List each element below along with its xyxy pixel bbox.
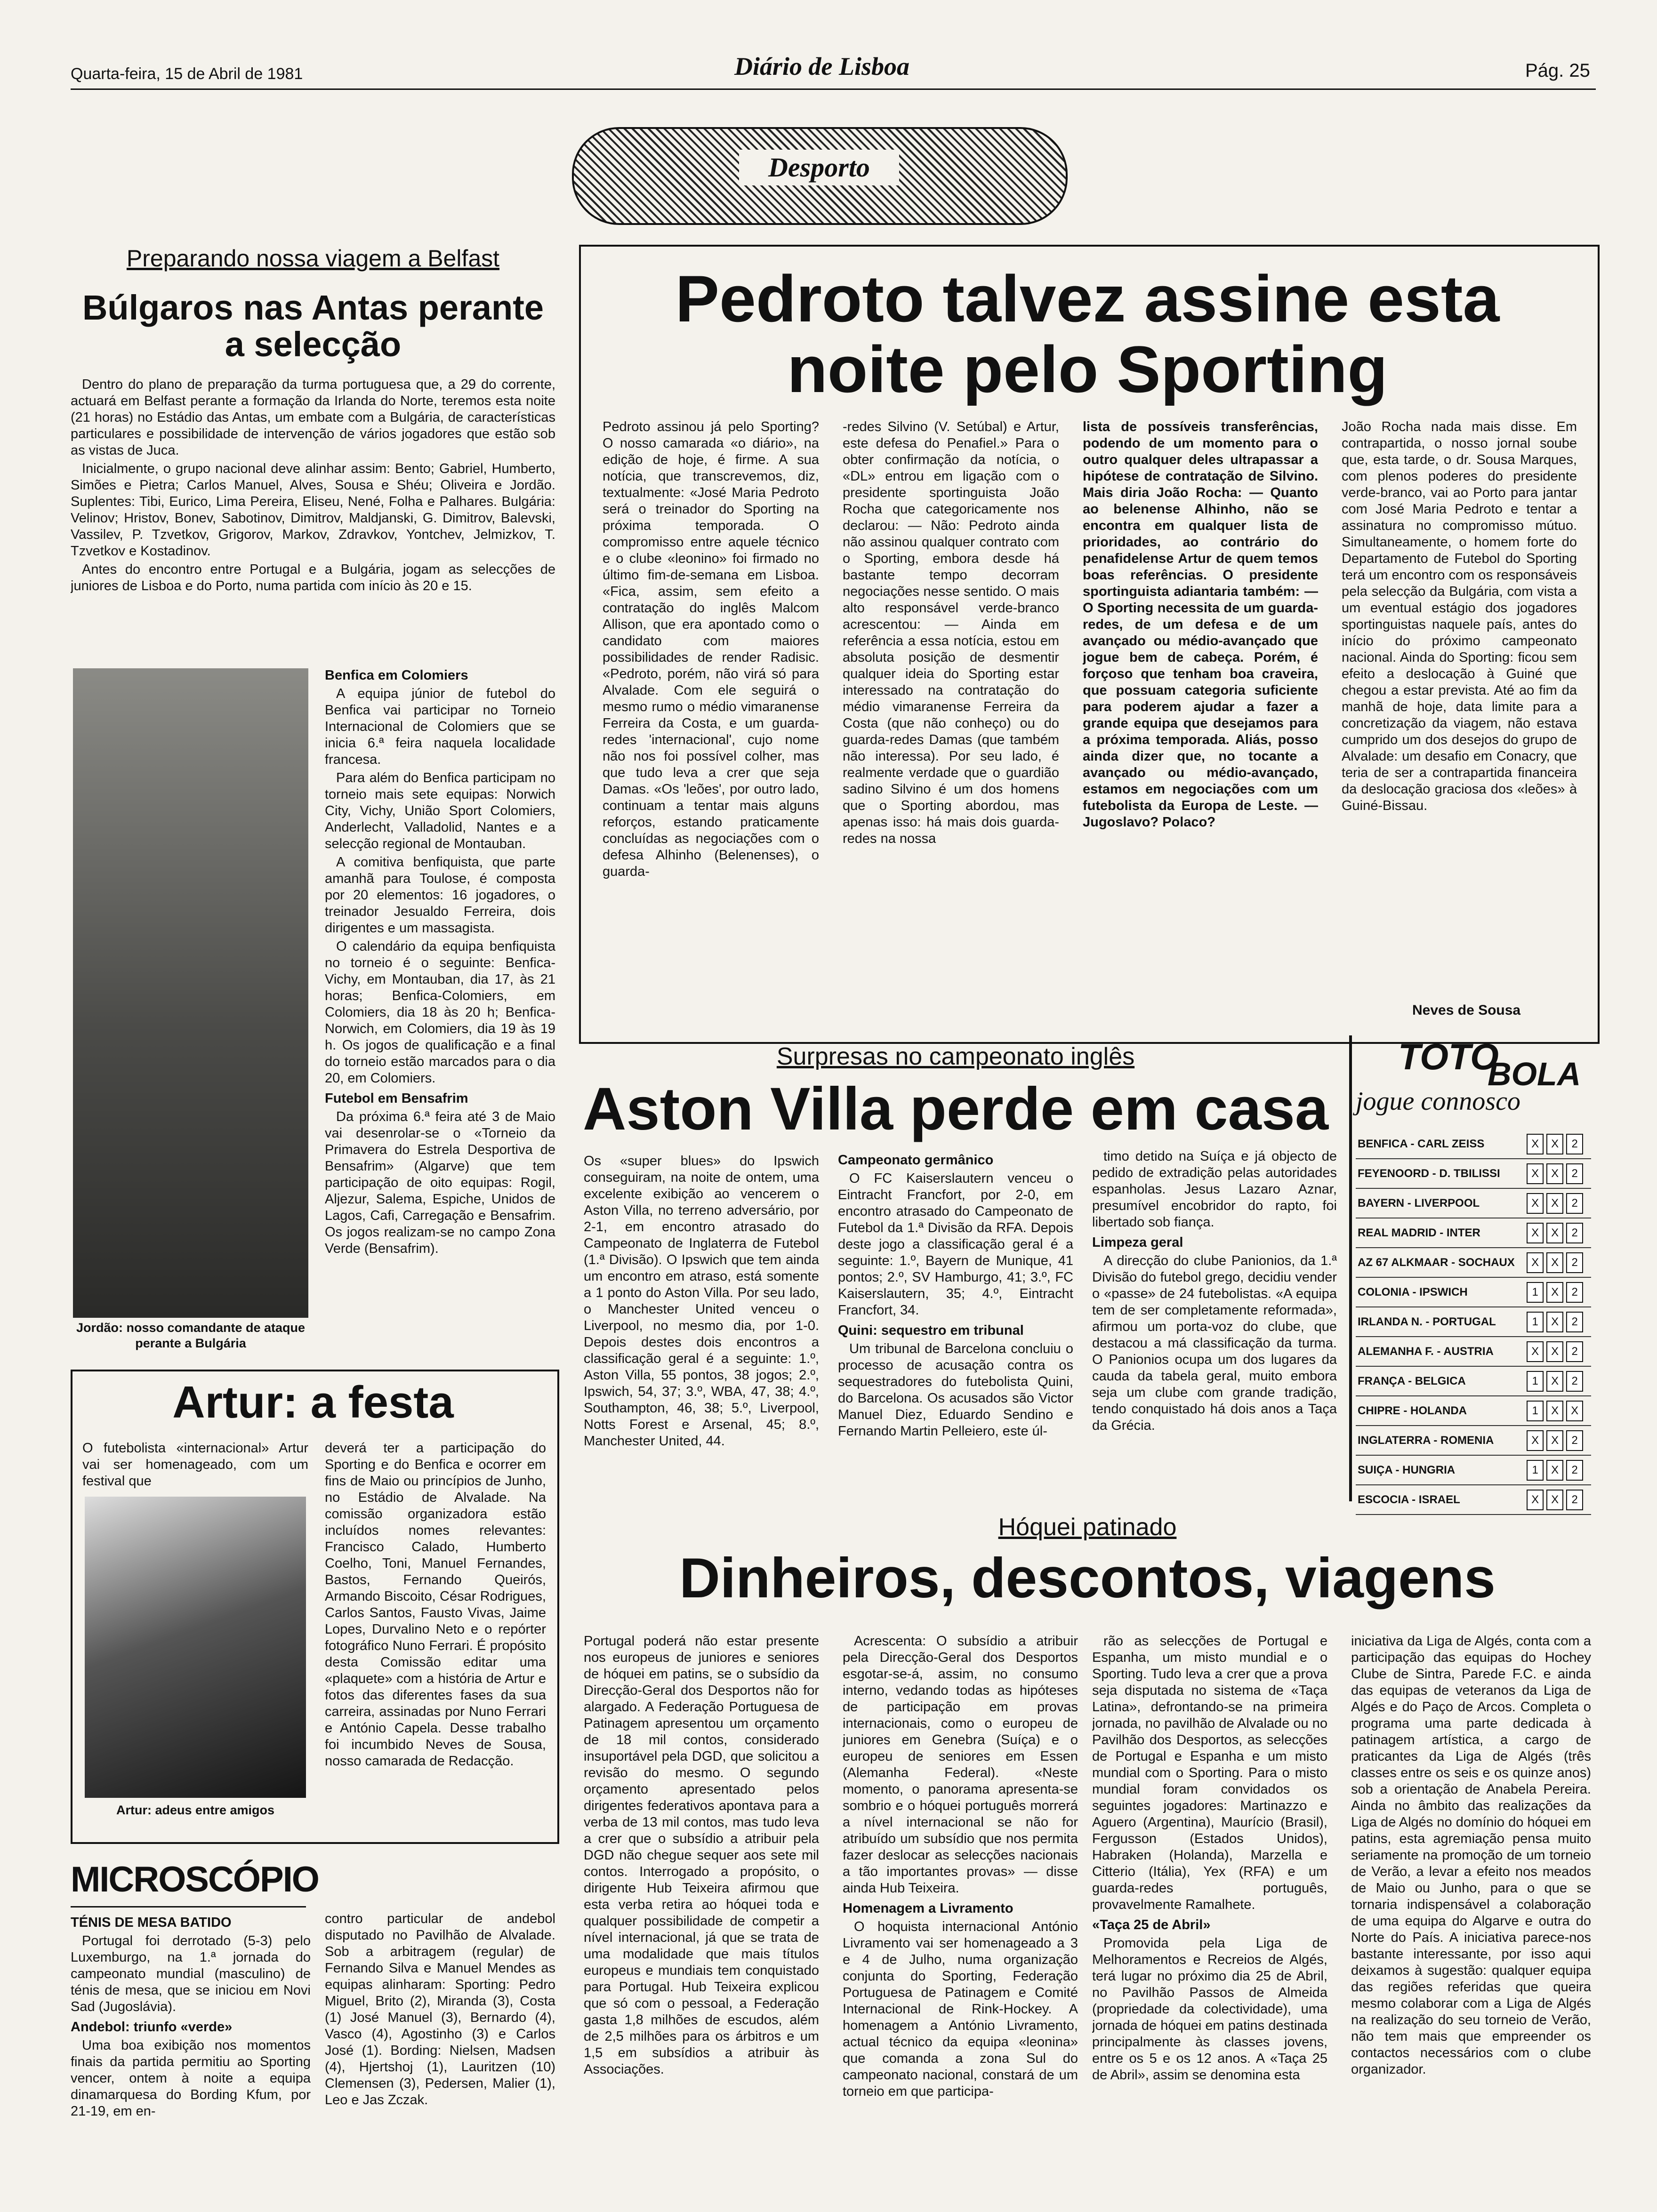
totobola-mark: 1 — [1527, 1371, 1544, 1392]
aston-headline: Aston Villa perde em casa — [582, 1075, 1329, 1143]
totobola-mark: X — [1527, 1193, 1544, 1214]
totobola-marks — [1525, 1455, 1591, 1485]
microscopio-rule — [71, 1906, 306, 1907]
hoquei-col3-text: rão as selecções de Portugal e Espanha, um misto mundial e o Sporting. Tudo leva a crer que a prova seja disputada no sistema de «Taça Latina», defrontando-se na primeira jornada, no pavilhão de Alvalade ou no Pavilhão dos Desportos, as selecções de Portugal e Espanha e um misto mundial com o Sporting. Para o misto mundial foram convidados os seguintes jogadores: Martinazzo e Aguero (Argentina), Maurício (Brasil), Fergusson (Estados Unidos), Habraken (Holanda), Marzella e Citterio (Itália), Yex (RFA) e um guarda-redes português, provavelmente Ramalhete. — [1092, 1634, 1327, 1912]
bulgaros-p3: Antes do encontro entre Portugal e a Bulgária, jogam as selecções de juniores de Lisboa e do Porto, numa partida com início às 20 e 15. — [71, 562, 555, 593]
hoquei-col3 — [1092, 1633, 1327, 2207]
microscopio-logo: MICROSCÓPIO — [71, 1859, 319, 1899]
hoquei-col4: iniciativa da Liga de Algés, conta com a participação das equipas do Hochey Clube de Sintra, Parede F.C. e ainda das equipas de veteranos da Liga de Algés e do Paço de Arcos. Completa o programa uma parte dedicada à patinagem artística, a cargo de praticantes da Liga de Algés (três classes entre os seis e os quinze anos) sob a orientação de Anabela Pereira. Ainda no âmbito das realizações da Liga de Algés no domínio do hóquei em patins, esta agremiação pensa muito seriamente na promoção de um torneio de Verão, a levar a efeito nos meados de Maio ou Junho, para o que se tornaria indispensável a colaboração de uma equipa do Algarve e outra do Norte do País. A iniciativa parece-nos bastante interessante, por isso aqui deixamos à sugestão: qualquer equipa das regiões referidas que queira mesmo colaborar com a Liga de Algés na realização do seu torneio de Verão, não tem mais que empreender os contactos necessários com o clube organizador. — [1351, 1634, 1591, 2077]
totobola-mark: 1 — [1527, 1460, 1544, 1481]
totobola-row — [1356, 1248, 1591, 1277]
totobola-marks — [1525, 1307, 1591, 1337]
totobola-match: ALEMANHA F. - AUSTRIA — [1356, 1337, 1525, 1366]
totobola-table — [1356, 1130, 1591, 1515]
microscopio-col1 — [71, 1911, 311, 2193]
totobola-mark: X — [1546, 1223, 1563, 1243]
totobola-mark: X — [1546, 1252, 1563, 1273]
totobola-mark: 2 — [1566, 1223, 1583, 1243]
totobola-marks — [1525, 1337, 1591, 1366]
taca-title: «Taça 25 de Abril» — [1092, 1917, 1211, 1932]
totobola-mark: X — [1546, 1490, 1563, 1510]
totobola-marks — [1525, 1130, 1591, 1159]
benfica-p2: Para além do Benfica participam no torneio mais sete equipas: Norwich City, Vichy, União Sport Colomiers, Anderlecht, Valladolid, Nantes e a selecção regional de Montauban. — [325, 770, 555, 851]
totobola-row — [1356, 1366, 1591, 1396]
totobola-mark: 1 — [1527, 1401, 1544, 1421]
livramento-text: O hoquista internacional António Livramento vai ser homenageado a 3 e 4 de Julho, numa organização conjunta do Sporting, Federação Portuguesa de Patinagem e Comité Internacional de Rink-Hockey. A homenagem a António Livramento, actual técnico da equipa «leonina» que comanda a zona Sul do campeonato nacional, constará de um torneio em que participa- — [843, 1919, 1078, 2099]
totobola-mark: X — [1527, 1223, 1544, 1243]
totobola-marks — [1525, 1396, 1591, 1426]
totobola-match: FEYENOORD - D. TBILISSI — [1356, 1159, 1525, 1188]
bulgaros-p1: Dentro do plano de preparação da turma portuguesa que, a 29 do corrente, actuará em Belfast perante a formação da Irlanda do Norte, teremos esta noite (21 horas) no Estádio das Antas, um embate com a Bulgária, de características particulares e possibilidade de intervenção de vários jogadores que estão sob as vistas de Juca. — [71, 377, 555, 458]
totobola-mark: 2 — [1566, 1371, 1583, 1392]
totobola-mark: 2 — [1566, 1341, 1583, 1362]
totobola-mark: X — [1546, 1163, 1563, 1184]
totobola-match: BENFICA - CARL ZEISS — [1356, 1130, 1525, 1159]
benfica-title: Benfica em Colomiers — [325, 668, 468, 683]
totobola-mark: 2 — [1566, 1252, 1583, 1273]
quini-text-cont: timo detido na Suíça e já objecto de pedido de extradição pelas autoridades espanholas. Jesus Lazaro Aznar, presumível encobridor do rapto, foi libertado sob fiança. — [1092, 1149, 1337, 1230]
newspaper-title: Diário de Lisboa — [734, 52, 909, 80]
totobola-mark: 2 — [1566, 1460, 1583, 1481]
totobola-row — [1356, 1396, 1591, 1426]
totobola-match: CHIPRE - HOLANDA — [1356, 1396, 1525, 1426]
totobola-mark: X — [1546, 1401, 1563, 1421]
totobola-row — [1356, 1337, 1591, 1366]
totobola-row — [1356, 1130, 1591, 1159]
totobola-row — [1356, 1307, 1591, 1337]
artur-photo — [85, 1497, 306, 1798]
totobola-match: INGLATERRA - ROMENIA — [1356, 1426, 1525, 1455]
page-number: Pág. 25 — [1525, 60, 1590, 81]
hoquei-headline: Dinheiros, descontos, viagens — [679, 1547, 1496, 1610]
quini-text: Um tribunal de Barcelona concluiu o processo de acusação contra os sequestradores do futebolista Quini, do Barcelona. Os acusados são Victor Manuel Diez, Eduardo Sendino e Fernando Martin Pelleiero, este úl- — [838, 1341, 1073, 1439]
totobola-marks — [1525, 1366, 1591, 1396]
bensafrim-title: Futebol em Bensafrim — [325, 1091, 468, 1106]
bensafrim-p: Da próxima 6.ª feira até 3 de Maio vai desenrolar-se o «Torneio da Primavera do Estrela Desportiva de Bensafrim» (Algarve) que tem participação de oito equipas: Rogil, Aljezur, Salema, Espiche, Unidos de Lagos, Cafi, Carregação e Bensafrim. Os jogos realizam-se no campo Zona Verde (Bensafrim). — [325, 1109, 555, 1256]
totobola-mark: X — [1527, 1490, 1544, 1510]
totobola-mark: 2 — [1566, 1282, 1583, 1303]
issue-date: Quarta-feira, 15 de Abril de 1981 — [71, 65, 303, 83]
totobola-match: ESCOCIA - ISRAEL — [1356, 1485, 1525, 1515]
totobola-row — [1356, 1455, 1591, 1485]
pedroto-col4: João Rocha nada mais disse. Em contrapartida, o nosso jornal soube que, esta tarde, o dr. Sousa Marques, com plenos poderes do presidente verde-branco, vai ao Porto para jantar com José Maria Pedroto e tentar a assinatura no compromisso mútuo. Simultaneamente, o homem forte do Departamento de Futebol do Sporting terá um encontro com os responsáveis pela selecção da Bulgária, com vista a um eventual estágio dos jogadores sportinguistas naquele país, antes do início do próximo campeonato nacional. Ainda do Sporting: ficou sem efeito a deslocação à Guiné que chegou a estar prevista. Até ao fim da manhã de hoje, data limite para a concretização da viagem, não estava cumprido um dos desejos do grupo de Alvalade: um desafio em Conacry, que teria de ser a contrapartida financeira da deslocação graciosa dos «leões» à Guiné-Bissau. — [1342, 419, 1577, 813]
totobola-mark: X — [1546, 1341, 1563, 1362]
totobola-title-a: TOTO — [1398, 1036, 1499, 1077]
artur-headline: Artur: a festa — [172, 1377, 454, 1427]
totobola-mark: X — [1546, 1371, 1563, 1392]
bulgaros-p2: Inicialmente, o grupo nacional deve alinhar assim: Bento; Gabriel, Humberto, Simões e Pietra; Carlos Manuel, Alves, Sousa e Shéu; Oliveira e Jordão. Suplentes: Tibi, Eurico, Lima Pereira, Eliseu, Nené, Folha e Palhares. Bulgária: Velinov; Hristov, Bonev, Sabotinov, Dimitrov, Maldjanski, G. Dimitrov, Balevski, Vassilev, P. Tzvetkov, Grigorov, Markov, Zdravkov, Yontchev, Jelmizkov, T. Tzvetkov e Kostadinov. — [71, 461, 555, 559]
totobola-marks — [1525, 1218, 1591, 1248]
totobola-match: IRLANDA N. - PORTUGAL — [1356, 1307, 1525, 1337]
hoquei-col2 — [843, 1633, 1078, 2207]
totobola-mark: X — [1546, 1460, 1563, 1481]
totobola-mark: X — [1527, 1430, 1544, 1451]
artur-col1: O futebolista «internacional» Artur vai ser homenageado, com um festival que — [82, 1441, 308, 1489]
bulgaros-kicker: Preparando nossa viagem a Belfast — [126, 245, 500, 272]
totobola-subtitle: jogue connosco — [1356, 1087, 1520, 1116]
bulgaros-headline: Búlgaros nas Antas perante a selecção — [82, 288, 544, 364]
hoquei-col2-text: Acrescenta: O subsídio a atribuir pela Direcção-Geral dos Desportos esgotar-se-á, assim, no consumo interno, vedando todas as hipóteses de participação em provas internacionais, como o europeu de juniores em Genebra (Suíça) e o europeu de seniores em Essen (Alemanha Federal). «Neste momento, o panorama apresenta-se sombrio e o hóquei português morrerá a nível internacional se não for atribuído um subsídio que nos permita fazer deslocar as selecções nacionais a tão importantes provas» — disse ainda Hub Teixeira. — [843, 1634, 1078, 1896]
totobola-marks — [1525, 1159, 1591, 1188]
taca-text: Promovida pela Liga de Melhoramentos e Recreios de Algés, terá lugar no próximo dia 25 de Abril, no Pavilhão Passos de Almeida (propriedade da colectividade), uma jornada de hóquei em patins destinada principalmente às classes jovens, entre os 5 e os 12 anos. A «Taça 25 de Abril», assim se denomina esta — [1092, 1936, 1327, 2083]
totobola-row — [1356, 1277, 1591, 1307]
totobola-mark: X — [1566, 1401, 1583, 1421]
totobola-marks — [1525, 1248, 1591, 1277]
totobola-corner — [1349, 1035, 1352, 1501]
totobola-row — [1356, 1485, 1591, 1515]
andebol-text: Uma boa exibição nos momentos finais da partida permitiu ao Sporting vencer, ontem à noite a equipa dinamarquesa do Bording Kfum, por 21-19, em en- — [71, 2038, 311, 2119]
totobola-mark: X — [1527, 1252, 1544, 1273]
totobola-mark: 2 — [1566, 1312, 1583, 1332]
totobola-mark: X — [1527, 1134, 1544, 1154]
jordao-caption: Jordão: nosso comandante de ataque perante a Bulgária — [76, 1321, 306, 1350]
tenis-text: Portugal foi derrotado (5-3) pelo Luxemburgo, na 1.ª jornada do campeonato mundial (masculino) de ténis de mesa, que se iniciou em Novi Sad (Jugoslávia). — [71, 1933, 311, 2014]
hoquei-kicker: Hóquei patinado — [998, 1514, 1177, 1541]
artur-caption: Artur: adeus entre amigos — [116, 1803, 275, 1817]
aston-col2 — [838, 1148, 1073, 1515]
totobola-row — [1356, 1218, 1591, 1248]
aston-col3 — [1092, 1148, 1337, 1515]
germanico-title: Campeonato germânico — [838, 1153, 994, 1168]
totobola-match: BAYERN - LIVERPOOL — [1356, 1188, 1525, 1218]
totobola-mark: X — [1546, 1282, 1563, 1303]
microscopio-col2: contro particular de andebol disputado no Pavilhão de Alvalade. Sob a arbitragem (regular) de Fernando Silva e Manuel Mendes as equipas alinharam: Sporting: Pedro Miguel, Brito (2), Miranda (3), Costa (1) José Manuel (3), Bernardo (4), Vasco (4), Agostinho (3) e Carlos José (1). Bording: Nielsen, Madsen (4), Hjertshoj (1), Lauritzen (10) Clemensen (3), Pedersen, Malier (1), Leo e Jas Zczak. — [325, 1911, 555, 2108]
totobola-match: REAL MADRID - INTER — [1356, 1218, 1525, 1248]
totobola-row — [1356, 1188, 1591, 1218]
quini-title: Quini: sequestro em tribunal — [838, 1323, 1024, 1338]
benfica-p3: A comitiva benfiquista, que parte amanhã para Toulose, é composta por 20 elementos: 16 jogadores, o treinador Jesualdo Ferreira, dois dirigentes e um massagista. — [325, 855, 555, 936]
aston-col1: Os «super blues» do Ipswich conseguiram, na noite de ontem, uma excelente exibição ao vencerem o Aston Villa, no terreno adversário, por 2-1, em encontro atrasado do Campeonato de Inglaterra de Futebol (1.ª Divisão). O Ipswich que tem ainda um encontro em atraso, está somente a 1 ponto do Aston Villa. Por seu lado, o Manchester United venceu o Liverpool, no mesmo dia, por 1-0. Depois destes dois encontros a classificação geral é a seguinte: 1.º, Aston Villa, 55 pontos, 38 jogos; 2.º, Ipswich, 54, 37; 3.º, WBA, 47, 38; 4.º, Southampton, 46, 38; 5.º, Liverpool, Notts Forest e Arsenal, 45; 8.º, Manchester United, 44. — [584, 1154, 819, 1449]
pedroto-byline: Neves de Sousa — [1412, 1002, 1521, 1018]
totobola-panel — [1346, 1035, 1596, 1506]
totobola-match: FRANÇA - BELGICA — [1356, 1366, 1525, 1396]
limpeza-title: Limpeza geral — [1092, 1235, 1183, 1250]
artur-col2: deverá ter a participação do Sporting e do Benfica e ocorrer em fins de Maio ou princípios de Junho, no Estádio de Alvalade. Na comissão organizadora estão incluídos nomes relevantes: Francisco Calado, Humberto Coelho, Toni, Manuel Fernandes, Bastos, Fernando Queirós, Armando Biscoito, César Rodrigues, Carlos Santos, Fausto Vivas, Jaime Lopes, Durvalino Neto e o repórter fotográfico Nuno Ferrari. É propósito desta Comissão editar uma «plaquete» com a história de Artur e fotos das diferentes fases da sua carreira, assinadas por Nuno Ferrari e António Capela. Desse trabalho foi incumbido Neves de Sousa, nosso camarada de Redacção. — [325, 1441, 546, 1769]
limpeza-text: A direcção do clube Panionios, da 1.ª Divisão do futebol grego, decidiu vender o «passe» de 24 futebolistas. «A equipa tem de ser completamente reformada», afirmou um porta-voz do clube, que destacou a má classificação da turma. O Panionios ocupa um dos lugares da cauda da tabela geral, muito embora seja um clube com grande tradição, tendo conquistado há dois anos a Taça da Grécia. — [1092, 1253, 1337, 1433]
totobola-mark: X — [1527, 1341, 1544, 1362]
totobola-marks — [1525, 1188, 1591, 1218]
benfica-p4: O calendário da equipa benfiquista no torneio é o seguinte: Benfica-Vichy, em Montauban, dia 17, às 21 horas; Benfica-Colomiers, em Colomiers, dia 18 às 20 h; Benfica-Norwich, em Colomiers, dia 19 às 19 h. Os jogos de qualificação e a final do torneio estão marcados para o dia 20, em Colomiers. — [325, 939, 555, 1086]
totobola-row — [1356, 1159, 1591, 1188]
germanico-text: O FC Kaiserslautern venceu o Eintracht Francfort, por 2-0, em encontro atrasado do Campeonato de Futebol da 1.ª Divisão da RFA. Depois deste jogo a classificação geral é a seguinte: 1.º, Bayern de Munique, 41 pontos; 2.º, SV Hamburgo, 41; 3.º, FC Kaiserslautern, 35; 4.º, Eintracht Francfort, 34. — [838, 1171, 1073, 1318]
totobola-mark: X — [1546, 1134, 1563, 1154]
totobola-match: COLONIA - IPSWICH — [1356, 1277, 1525, 1307]
totobola-mark: 2 — [1566, 1163, 1583, 1184]
totobola-marks — [1525, 1277, 1591, 1307]
totobola-mark: 1 — [1527, 1312, 1544, 1332]
benfica-column — [325, 664, 555, 1360]
totobola-mark: X — [1527, 1163, 1544, 1184]
pedroto-col3: lista de possíveis transferências, podendo de um momento para o outro qualquer deles ultrapassar a hipótese de contratação de Silvino. Mais diria João Rocha: — Quanto ao belenense Alhinho, não se encontra em qualquer lista de prioridades, ao contrário do penafidelense Artur de quem temos boas referências. O presidente sportinguista adiantaria também: — O Sporting necessita de um guarda-redes, de um defesa e de um avançado ou médio-avançado que jogue bem de cabeça. Porém, é forçoso que tenham boa craveira, que possuam categoria suficiente para poderem ajudar a fazer a grande equipa que desejamos para a próxima temporada. Aliás, posso ainda dizer que, no tocante a avançado ou médio-avançado, estamos em negociações com um futebolista da Europa de Leste. — Jugoslavo? Polaco? — [1083, 419, 1318, 830]
pedroto-col2: -redes Silvino (V. Setúbal) e Artur, este defesa do Penafiel.» Para o obter confirmação da notícia, o «DL» entrou em ligação com o presidente sportinguista João Rocha que categoricamente nos declarou: — Não: Pedroto ainda não assinou qualquer contrato com o Sporting, embora desde há bastante tempo decorram negociações nesse sentido. O mais alto responsável verde-branco acrescentou: — Ainda em referência a essa notícia, estou em absoluta posição de desmentir qualquer ideia do Sporting estar interessado na contratação do médio vimaranense Ferreira da Costa (que não conheço) ou do guarda-redes Damas (que também não interessa). Por seu lado, é realmente verdade que o guardião sadino Silvino é um dos homens que o Sporting abordou, mas apenas isso: há mais dois guarda-redes na nossa — [843, 419, 1059, 846]
totobola-mark: 2 — [1566, 1134, 1583, 1154]
totobola-match: SUIÇA - HUNGRIA — [1356, 1455, 1525, 1485]
masthead-rule — [71, 88, 1596, 90]
tenis-title: TÉNIS DE MESA BATIDO — [71, 1915, 232, 1930]
section-label: Desporto — [739, 150, 899, 185]
totobola-marks — [1525, 1485, 1591, 1515]
totobola-mark: 2 — [1566, 1490, 1583, 1510]
totobola-marks — [1525, 1426, 1591, 1455]
jordao-photo — [73, 668, 308, 1318]
livramento-title: Homenagem a Livramento — [843, 1901, 1014, 1916]
totobola-title-b: BOLA — [1488, 1056, 1581, 1092]
totobola-mark: 1 — [1527, 1282, 1544, 1303]
totobola-row — [1356, 1426, 1591, 1455]
andebol-title: Andebol: triunfo «verde» — [71, 2020, 233, 2035]
hoquei-col1: Portugal poderá não estar presente nos europeus de juniores e seniores de hóquei em patins, se o subsídio da Direcção-Geral dos Desportos não for alargado. A Federação Portuguesa de Patinagem apresentou um orçamento de 18 mil contos, considerado insuportável pela DGD, que solicitou a revisão do mesmo. O segundo orçamento apresentado pelos dirigentes federativos apontava para a verba de 13 mil contos, mas tudo leva a crer que o subsídio a atribuir pela DGD não chegue sequer aos sete mil contos. Interrogado a propósito, o dirigente Hub Teixeira afirmou que esta verba retira ao hóquei toda e qualquer possibilidade de competir a nível internacional, já que se trata de uma modalidade que mais títulos europeus e mundiais tem conquistado para Portugal. Hub Teixeira explicou que só com o pessoal, a Federação gasta 1,8 milhões de escudos, além de 2,5 milhões para os árbitros e um 1,5 em subsídios a atribuir às Associações. — [584, 1634, 819, 2077]
pedroto-headline: Pedroto talvez assine esta noite pelo Sporting — [675, 262, 1500, 406]
benfica-p1: A equipa júnior de futebol do Benfica vai participar no Torneio Internacional de Colomiers que se inicia 6.ª feira naquela localidade francesa. — [325, 686, 555, 767]
totobola-mark: 2 — [1566, 1430, 1583, 1451]
bulgaros-intro — [71, 377, 555, 654]
pedroto-col1: Pedroto assinou já pelo Sporting? O nosso camarada «o diário», na edição de hoje, é firme. A sua notícia, que transcrevemos, diz, textualmente: «José Maria Pedroto será o treinador do Sporting na próxima temporada. O compromisso entre aquele técnico e o clube «leonino» foi firmado no último fim-de-semana em Lisboa. «Fica, assim, sem efeito a contratação do inglês Malcom Allison, que era apontado como o candidato com maiores possibilidades de render Radisic. «Pedroto, porém, não virá só para Alvalade. Com ele seguirá o mesmo rumo o médio vimaranense Ferreira da Costa, e um guarda-redes 'internacional', cujo nome não nos foi possível colher, mas que tudo leva a crer que seja Damas. «Os 'leões', por outro lado, continuam a tentar mais alguns reforços, estando praticamente concluídas as negociações com o defesa Alhinho (Belenenses), o guarda- — [603, 419, 819, 879]
totobola-mark: X — [1546, 1193, 1563, 1214]
aston-kicker: Surpresas no campeonato inglês — [776, 1043, 1135, 1070]
totobola-match: AZ 67 ALKMAAR - SOCHAUX — [1356, 1248, 1525, 1277]
totobola-mark: X — [1546, 1312, 1563, 1332]
totobola-mark: 2 — [1566, 1193, 1583, 1214]
totobola-mark: X — [1546, 1430, 1563, 1451]
